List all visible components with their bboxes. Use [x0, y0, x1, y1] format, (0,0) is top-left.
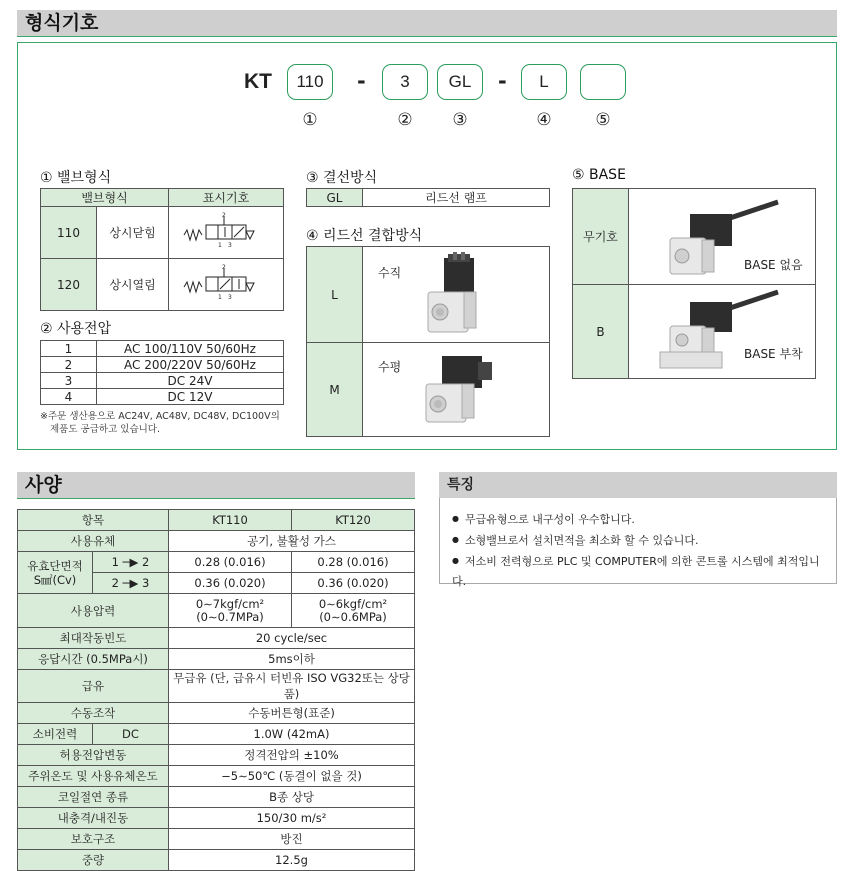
voltage-heading: ② 사용전압: [40, 321, 112, 337]
model-prefix: KT: [244, 70, 272, 93]
svg-text:3: 3: [228, 242, 232, 249]
spec-value-frequency: 20 cycle/sec: [169, 628, 415, 649]
spec-value-coil: B종 상당: [169, 787, 415, 808]
code-box-1: 110: [287, 64, 333, 100]
lead-code-l: L: [307, 247, 363, 343]
voltage-value: AC 100/110V 50/60Hz: [97, 341, 284, 357]
base-label-attached: BASE 부착: [744, 347, 803, 361]
valve-type-table: [40, 188, 284, 311]
spec-underline: [17, 498, 415, 499]
code-box-5: [580, 64, 626, 100]
svg-text:3: 3: [228, 294, 232, 301]
voltage-value: DC 12V: [97, 389, 284, 405]
circle-number-4: ④: [536, 110, 552, 130]
base-code-b: B: [573, 285, 629, 379]
spec-value-pressure-kt110: [169, 594, 292, 628]
svg-text:1: 1: [218, 242, 222, 249]
flow-label-line2: S㎟(Cv): [33, 572, 77, 587]
features-title: 특징: [439, 472, 837, 498]
spec-value-manual: 수동버튼형(표준): [169, 703, 415, 724]
code-box-3: GL: [437, 64, 483, 100]
spec-section-title: 사양: [17, 472, 415, 498]
circle-number-1: ①: [302, 110, 318, 130]
base-code-none: 무기호: [573, 189, 629, 285]
pressure-kt110-kgf: 0∼7kgf/cm²: [195, 596, 265, 611]
valve-code-110: 110: [41, 207, 97, 259]
valve-without-base-image: [660, 196, 780, 278]
spec-value-protection: 방진: [169, 829, 415, 850]
spec-value-power: 1.0W (42mA): [169, 724, 415, 745]
spec-label-temperature: 주위온도 및 사용유체온도: [18, 766, 169, 787]
spec-value-shock: 150/30 m/s²: [169, 808, 415, 829]
spec-value-pressure-kt120: [292, 594, 415, 628]
valve-code-120: 120: [41, 259, 97, 311]
circle-number-3: ③: [452, 110, 468, 130]
spec-value-temperature: −5∼50℃ (동결이 없을 것): [169, 766, 415, 787]
valve-name-110: 상시닫힘: [97, 207, 169, 259]
spec-label-flow: [18, 552, 93, 594]
spec-flow-kt110-2: 0.36 (0.020): [169, 573, 292, 594]
valve-symbol-no: [169, 259, 284, 311]
base-label-none: BASE 없음: [744, 258, 803, 272]
lead-label-horizontal: 수평: [378, 360, 402, 374]
code-separator-1: -: [357, 69, 366, 93]
spec-flow-kt110-1: 0.28 (0.016): [169, 552, 292, 573]
spec-header-kt110: KT110: [169, 510, 292, 531]
valve-type-col-header: 밸브형식: [41, 189, 169, 207]
feature-item: ● 무급유형으로 내구성이 우수합니다.: [452, 509, 832, 530]
spec-label-power: 소비전력: [18, 724, 93, 745]
symbol-col-header: 표시기호: [169, 189, 284, 207]
feature-item: ● 소형밸브로서 설치면적을 최소화 할 수 있습니다.: [452, 530, 832, 551]
valve-vertical-lead-image: [420, 252, 490, 336]
pressure-kt110-mpa: (0∼0.7MPa): [196, 609, 264, 624]
pressure-kt120-kgf: 0∼6kgf/cm²: [318, 596, 388, 611]
valve-type-heading: ① 밸브형식: [40, 170, 112, 186]
valve-with-base-image: [656, 288, 780, 372]
circle-number-2: ②: [397, 110, 413, 130]
pressure-kt120-mpa: (0∼0.6MPa): [319, 609, 387, 624]
valve-horizontal-lead-image: [412, 344, 496, 428]
valve-symbol-nc: [169, 207, 284, 259]
base-heading: ⑤ BASE: [572, 167, 626, 183]
spec-label-protection: 보호구조: [18, 829, 169, 850]
valve-name-120: 상시열림: [97, 259, 169, 311]
spec-value-media: 공기, 불활성 가스: [169, 531, 415, 552]
spec-value-voltage-tolerance: 정격전압의 ±10%: [169, 745, 415, 766]
lead-heading: ④ 리드선 결합방식: [306, 228, 423, 244]
spec-label-lubrication: 급유: [18, 670, 169, 703]
svg-text:2: 2: [222, 264, 226, 271]
wiring-heading: ③ 결선방식: [306, 170, 378, 186]
feature-item: ● 저소비 전력형으로 PLC 및 COMPUTER에 의한 콘트롤 시스템에 최적입니다.: [452, 551, 832, 592]
spec-flow-kt120-1: 0.28 (0.016): [292, 552, 415, 573]
spec-flow-path-2: 2 ─▶ 3: [93, 573, 169, 594]
code-box-2: 3: [382, 64, 428, 100]
spec-label-frequency: 최대작동빈도: [18, 628, 169, 649]
code-separator-2: -: [498, 69, 507, 93]
spec-value-weight: 12.5g: [169, 850, 415, 871]
svg-text:2: 2: [222, 212, 226, 219]
voltage-code: 3: [41, 373, 97, 389]
model-section-title: 형식기호: [17, 10, 837, 36]
spec-table: [17, 509, 415, 871]
spec-header-kt120: KT120: [292, 510, 415, 531]
spec-header-item: 항목: [18, 510, 169, 531]
wiring-table: [306, 188, 550, 207]
spec-label-manual: 수동조작: [18, 703, 169, 724]
lead-label-vertical: 수직: [378, 266, 402, 280]
spec-label-voltage-tolerance: 허용전압변동: [18, 745, 169, 766]
voltage-value: DC 24V: [97, 373, 284, 389]
features-list: [452, 509, 832, 592]
voltage-code: 4: [41, 389, 97, 405]
voltage-note-line1: ※주문 생산용으로 AC24V, AC48V, DC48V, DC100V의: [40, 411, 280, 422]
spec-flow-kt120-2: 0.36 (0.020): [292, 573, 415, 594]
voltage-code: 2: [41, 357, 97, 373]
voltage-code: 1: [41, 341, 97, 357]
wiring-value: 리드선 램프: [363, 189, 550, 207]
spec-label-response: 응답시간 (0.5MPa시): [18, 649, 169, 670]
voltage-value: AC 200/220V 50/60Hz: [97, 357, 284, 373]
spec-value-lubrication: 무급유 (단, 급유시 터빈유 ISO VG32또는 상당품): [169, 670, 415, 703]
spec-value-response: 5ms이하: [169, 649, 415, 670]
spec-label-media: 사용유체: [18, 531, 169, 552]
voltage-note-line2: 제품도 공급하고 있습니다.: [50, 424, 161, 435]
flow-label-line1: 유효단면적: [27, 558, 83, 573]
title-underline: [17, 36, 837, 37]
voltage-table: [40, 340, 284, 405]
voltage-note: [40, 410, 280, 436]
svg-text:1: 1: [218, 294, 222, 301]
spec-label-weight: 중량: [18, 850, 169, 871]
spec-label-pressure: 사용압력: [18, 594, 169, 628]
lead-code-m: M: [307, 343, 363, 437]
circle-number-5: ⑤: [595, 110, 611, 130]
wiring-code: GL: [307, 189, 363, 207]
spec-flow-path-1: 1 ─▶ 2: [93, 552, 169, 573]
spec-label-coil: 코일절연 종류: [18, 787, 169, 808]
code-box-4: L: [521, 64, 567, 100]
spec-label-shock: 내충격/내진동: [18, 808, 169, 829]
spec-label-power-dc: DC: [93, 724, 169, 745]
